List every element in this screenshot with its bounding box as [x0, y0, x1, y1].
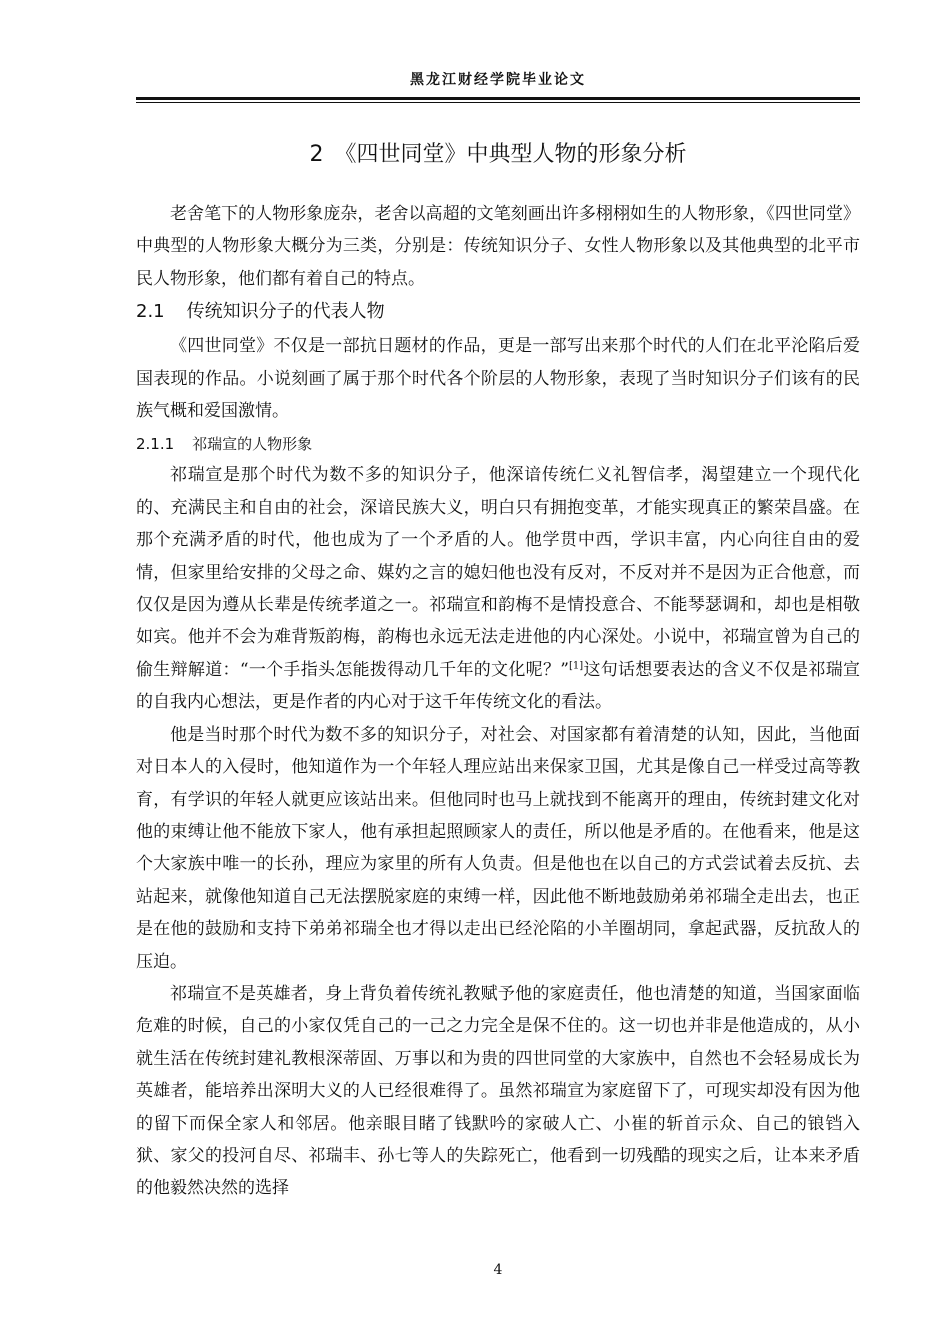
header-rule-thick — [136, 97, 860, 100]
intro-paragraph: 老舍笔下的人物形象庞杂，老舍以高超的文笔刻画出许多栩栩如生的人物形象，《四世同堂》中典型的人物形象大概分为三类，分别是：传统知识分子、女性人物形象以及其他典型的北平市民人物形象，他们都有着自己的特点。 — [136, 204, 860, 289]
citation-marker: [1] — [568, 660, 584, 672]
header-rule-thin — [136, 102, 860, 103]
section-heading-2-1 — [136, 297, 860, 327]
section-2-1-1-paragraph-2: 他是当时那个时代为数不多的知识分子，对社会、对国家都有着清楚的认知，因此，当他面对日本人的入侵时，他知道作为一个年轻人理应站出来保家卫国，尤其是像自己一样受过高等教育，有学识的年轻人就更应该站出来。但他同时也马上就找到不能离开的理由，传统封建文化对他的束缚让他不能放下家人，他有承担起照顾家人的责任，所以他是矛盾的。在他看来，他是这个大家族中唯一的长孙，理应为家里的所有人负责。但是他也在以自己的方式尝试着去反抗、去站起来，就像他知道自己无法摆脱家庭的束缚一样，因此他不断地鼓励弟弟祁瑞全走出去，也正是在他的鼓励和支持下弟弟祁瑞全也才得以走出已经沦陷的小羊圈胡同，拿起武器，反抗敌人的压迫。 — [136, 724, 860, 972]
section-2-1-paragraph: 《四世同堂》不仅是一部抗日题材的作品，更是一部写出来那个时代的人们在北平沦陷后爱国表现的作品。小说刻画了属于那个时代各个阶层的人物形象，表现了当时知识分子们该有的民族气概和爱国激情。 — [136, 336, 860, 422]
subsection-number: 2.1.1 — [136, 435, 175, 454]
body-content — [136, 198, 860, 1205]
subsection-heading-2-1-1 — [136, 429, 860, 459]
subsection-title: 祁瑞宣的人物形象 — [192, 435, 313, 454]
section-2-1-1-paragraph-3: 祁瑞宣不是英雄者，身上背负着传统礼教赋予他的家庭责任，他也清楚的知道，当国家面临危难的时候，自己的小家仅凭自己的一己之力完全是保不住的。这一切也并非是他造成的，从小就生活在传统封建礼教根深蒂固、万事以和为贵的四世同堂的大家族中，自然也不会轻易成长为英雄者，能培养出深明大义的人已经很难得了。虽然祁瑞宣为家庭留下了，可现实却没有因为他的留下而保全家人和邻居。他亲眼目睹了钱默吟的家破人亡、小崔的斩首示众、自己的锒铛入狱、家父的投河自尽、祁瑞丰、孙七等人的失踪死亡，他看到一切残酷的现实之后，让本来矛盾的他毅然决然的选择 — [136, 983, 860, 1199]
section-title: 传统知识分子的代表人物 — [186, 301, 385, 323]
paragraph-text: 祁瑞宣是那个时代为数不多的知识分子，他深谙传统仁义礼智信孝，渴望建立一个现代化的、充满民主和自由的社会，深谙民族大义，明白只有拥抱变革，才能实现真正的繁荣昌盛。在那个充满矛盾的时代，他也成为了一个矛盾的人。他学贯中西，学识丰富，内心向往自由的爱情，但家里给安排的父母之命、媒妁之言的媳妇他也没有反对，不反对并不是因为正合他意，而仅仅是因为遵从长辈是传统孝道之一。祁瑞宣和韵梅不是情投意合、不能琴瑟调和，却也是相敬如宾。他并不会为难背叛韵梅，韵梅也永远无法走进他的内心深处。小说中，祁瑞宣曾为自己的偷生辩解道：“一个手指头怎能拨得动几千年的文化呢？” — [136, 465, 860, 680]
section-number: 2.1 — [136, 301, 165, 323]
section-2-1-1-paragraph-1 — [136, 459, 860, 718]
chapter-title: 2 《四世同堂》中典型人物的形象分析 — [309, 142, 687, 167]
page-number: 4 — [493, 1262, 503, 1278]
running-header: 黑龙江财经学院毕业论文 — [410, 72, 586, 88]
paragraph-text: 这句话想要表达的含义不仅是祁瑞宣的自我内心想法，更是作者的内心对于这千年传统文化的看法。 — [136, 659, 860, 713]
